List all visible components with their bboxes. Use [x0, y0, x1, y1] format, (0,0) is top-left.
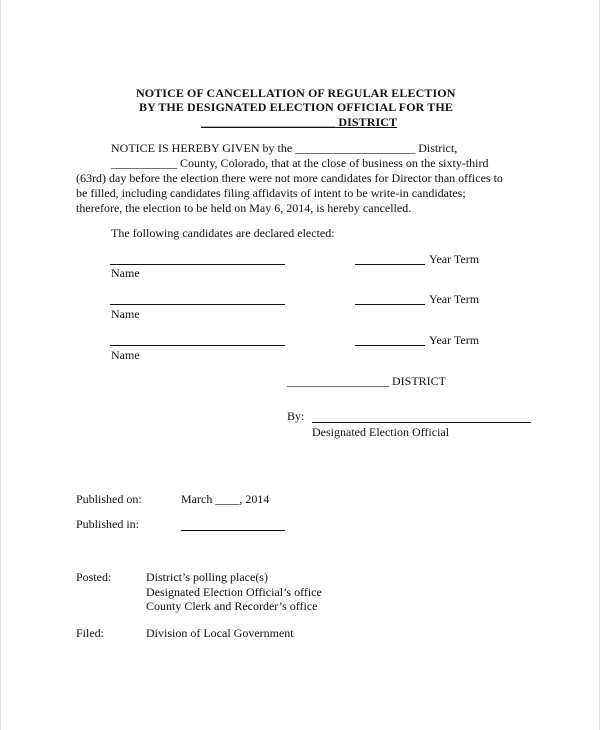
published-on-value: March ____, 2014 — [181, 492, 270, 506]
candidate-3-term-label: Year Term — [429, 333, 480, 347]
candidate-1-term-line — [355, 264, 425, 265]
candidate-1-name-label: Name — [111, 266, 140, 280]
posted-place-2: Designated Election Official’s office — [146, 585, 322, 599]
posted-place-3: County Clerk and Recorder’s office — [146, 599, 318, 613]
title-district-blank: ______________________ — [201, 115, 336, 129]
notice-line-2: ___________ County, Colorado, that at the close of business on the sixty-third — [111, 156, 489, 170]
candidate-2-term-label: Year Term — [429, 292, 480, 306]
candidate-3-name-line — [110, 345, 285, 346]
notice-line-4: be filled, including candidates filing affidavits of intent to be write-in candidates; — [76, 186, 466, 200]
published-on-label: Published on: — [76, 492, 142, 506]
posted-place-1: District’s polling place(s) — [146, 570, 268, 584]
district-line: _________________ DISTRICT — [287, 374, 446, 388]
candidate-3-name-label: Name — [111, 348, 140, 362]
signature-line — [312, 422, 531, 423]
notice-line-3: (63rd) day before the election there were not more candidates for Director than offices to — [76, 171, 503, 185]
title-line-2: BY THE DESIGNATED ELECTION OFFICIAL FOR THE — [139, 100, 453, 114]
candidate-3-term-line — [355, 345, 425, 346]
candidate-2-term-line — [355, 304, 425, 305]
title-district-word: DISTRICT — [338, 115, 398, 129]
candidate-1-term-label: Year Term — [429, 252, 480, 266]
official-label: Designated Election Official — [312, 425, 450, 439]
filed-label: Filed: — [76, 626, 105, 640]
candidate-2-name-line — [110, 304, 285, 305]
posted-label: Posted: — [76, 570, 112, 584]
candidate-1-name-line — [110, 264, 285, 265]
candidate-2-name-label: Name — [111, 307, 140, 321]
published-in-label: Published in: — [76, 517, 140, 531]
notice-line-1: NOTICE IS HEREBY GIVEN by the ____________________ District, — [111, 141, 458, 155]
title-line-3 — [201, 115, 397, 130]
published-in-line — [181, 530, 285, 531]
title-line-1: NOTICE OF CANCELLATION OF REGULAR ELECTION — [136, 86, 456, 100]
by-label: By: — [287, 409, 305, 423]
notice-line-5: therefore, the election to be held on May 6, 2014, is hereby cancelled. — [76, 201, 412, 215]
filed-value: Division of Local Government — [146, 626, 294, 640]
declared-heading: The following candidates are declared elected: — [111, 226, 335, 240]
